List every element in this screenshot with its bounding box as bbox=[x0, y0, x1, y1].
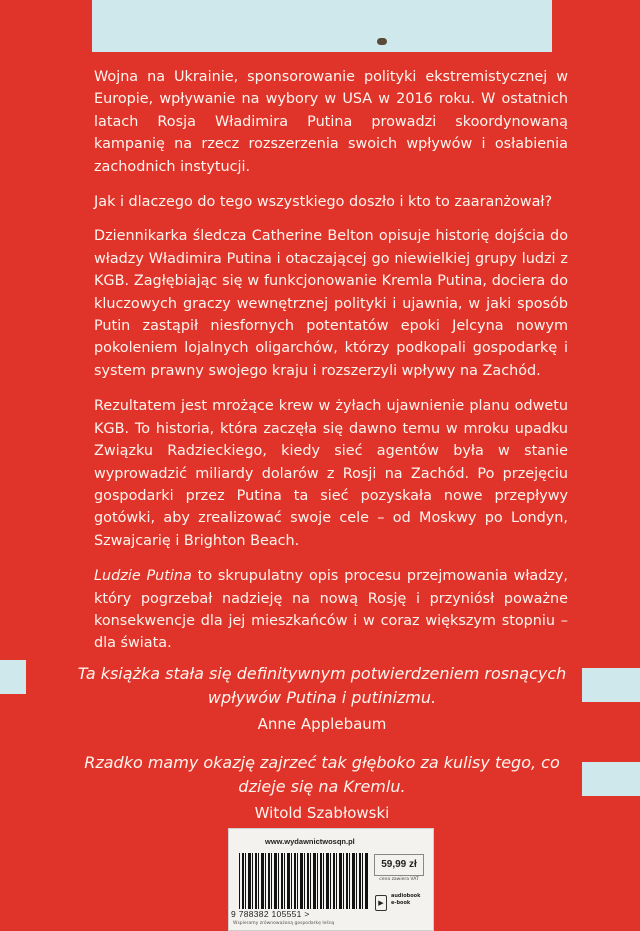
ebook-icon: ▶ bbox=[375, 895, 387, 911]
cover-mark bbox=[377, 38, 387, 45]
blurb bbox=[70, 662, 574, 736]
question-paragraph: Jak i dlaczego do tego wszystkiego doszło i kto to zaaranżował? bbox=[94, 194, 553, 211]
price-label: 59,99 zł bbox=[374, 854, 424, 876]
barcode-icon bbox=[239, 853, 369, 909]
right-accent-bar-2 bbox=[582, 762, 640, 796]
sustainability-note: Wspieramy zrównoważoną gospodarkę leśną bbox=[233, 921, 335, 926]
blurb-quote: Ta książka stała się definitywnym potwierdzeniem rosnących wpływów Putina i putinizmu. bbox=[77, 664, 567, 707]
formats-label: audiobook e-book bbox=[391, 893, 421, 906]
publisher-url: www.wydawnictwosqn.pl bbox=[265, 837, 355, 846]
blurb bbox=[70, 751, 574, 825]
isbn-digits: 9 788382 105551 > bbox=[231, 909, 310, 919]
blurb-author: Witold Szabłowski bbox=[254, 804, 390, 822]
right-accent-bar-1 bbox=[582, 668, 640, 702]
price-note: cena zawiera VAT bbox=[379, 877, 419, 882]
top-accent-band bbox=[92, 0, 552, 52]
closing-paragraph bbox=[94, 565, 568, 655]
blurb-author: Anne Applebaum bbox=[257, 715, 387, 733]
description-paragraph: Wojna na Ukrainie, sponsorowanie polityki ekstremistycznej w Europie, wpływanie na wybory w USA w 2016 roku. W ostatnich latach Rosja Władimira Putina prowadzi skoordynowaną kampanię na rzecz rozszerzenia swoich wpływów i osłabienia zachodnich instytucji. bbox=[94, 69, 568, 175]
closing-paragraph-text: to skrupulatny opis procesu przejmowania władzy, który pogrzebał nadzieję na nową Rosję i przyniósł poważne konsekwencje dla jej mieszkańców i w coraz większym stopniu – dla świata. bbox=[94, 568, 568, 652]
blurb-quote: Rzadko mamy okazję zajrzeć tak głęboko za kulisy tego, co dzieje się na Kremlu. bbox=[84, 753, 560, 796]
barcode-panel bbox=[228, 828, 434, 931]
description-column bbox=[94, 66, 568, 668]
description-paragraph: Rezultatem jest mrożące krew w żyłach ujawnienie planu odwetu KGB. To historia, która zaczęła się dawno temu w mroku upadku Związku Radzieckiego, kiedy sieć agentów była w stanie wyprowadzić miliardy dolarów z Rosji na Zachód. Po przejęciu gospodarki przez Putina ta sieć pozyskała nowe przepływy gotówki, aby zrealizować swoje cele – od Moskwy po Londyn, Szwajcarię i Brighton Beach. bbox=[94, 398, 568, 549]
description-paragraph: Dziennikarka śledcza Catherine Belton opisuje historię dojścia do władzy Władimira Putina i otaczającej go niewielkiej grupy ludzi z KGB. Zagłębiając się w funkcjonowanie Kremla Putina, dociera do kluczowych graczy wewnętrznej polityki i ujawnia, w jaki sposób Putin zastąpił niesfornych potentatów epoki Jelcyna nowym pokoleniem lojalnych oligarchów, którzy podkopali gospodarkę i system prawny swojego kraju i rozszerzyli wpływy na Zachód. bbox=[94, 228, 568, 379]
formats-block bbox=[375, 889, 425, 921]
left-accent-bar bbox=[0, 660, 26, 694]
book-title: Ludzie Putina bbox=[94, 568, 192, 585]
